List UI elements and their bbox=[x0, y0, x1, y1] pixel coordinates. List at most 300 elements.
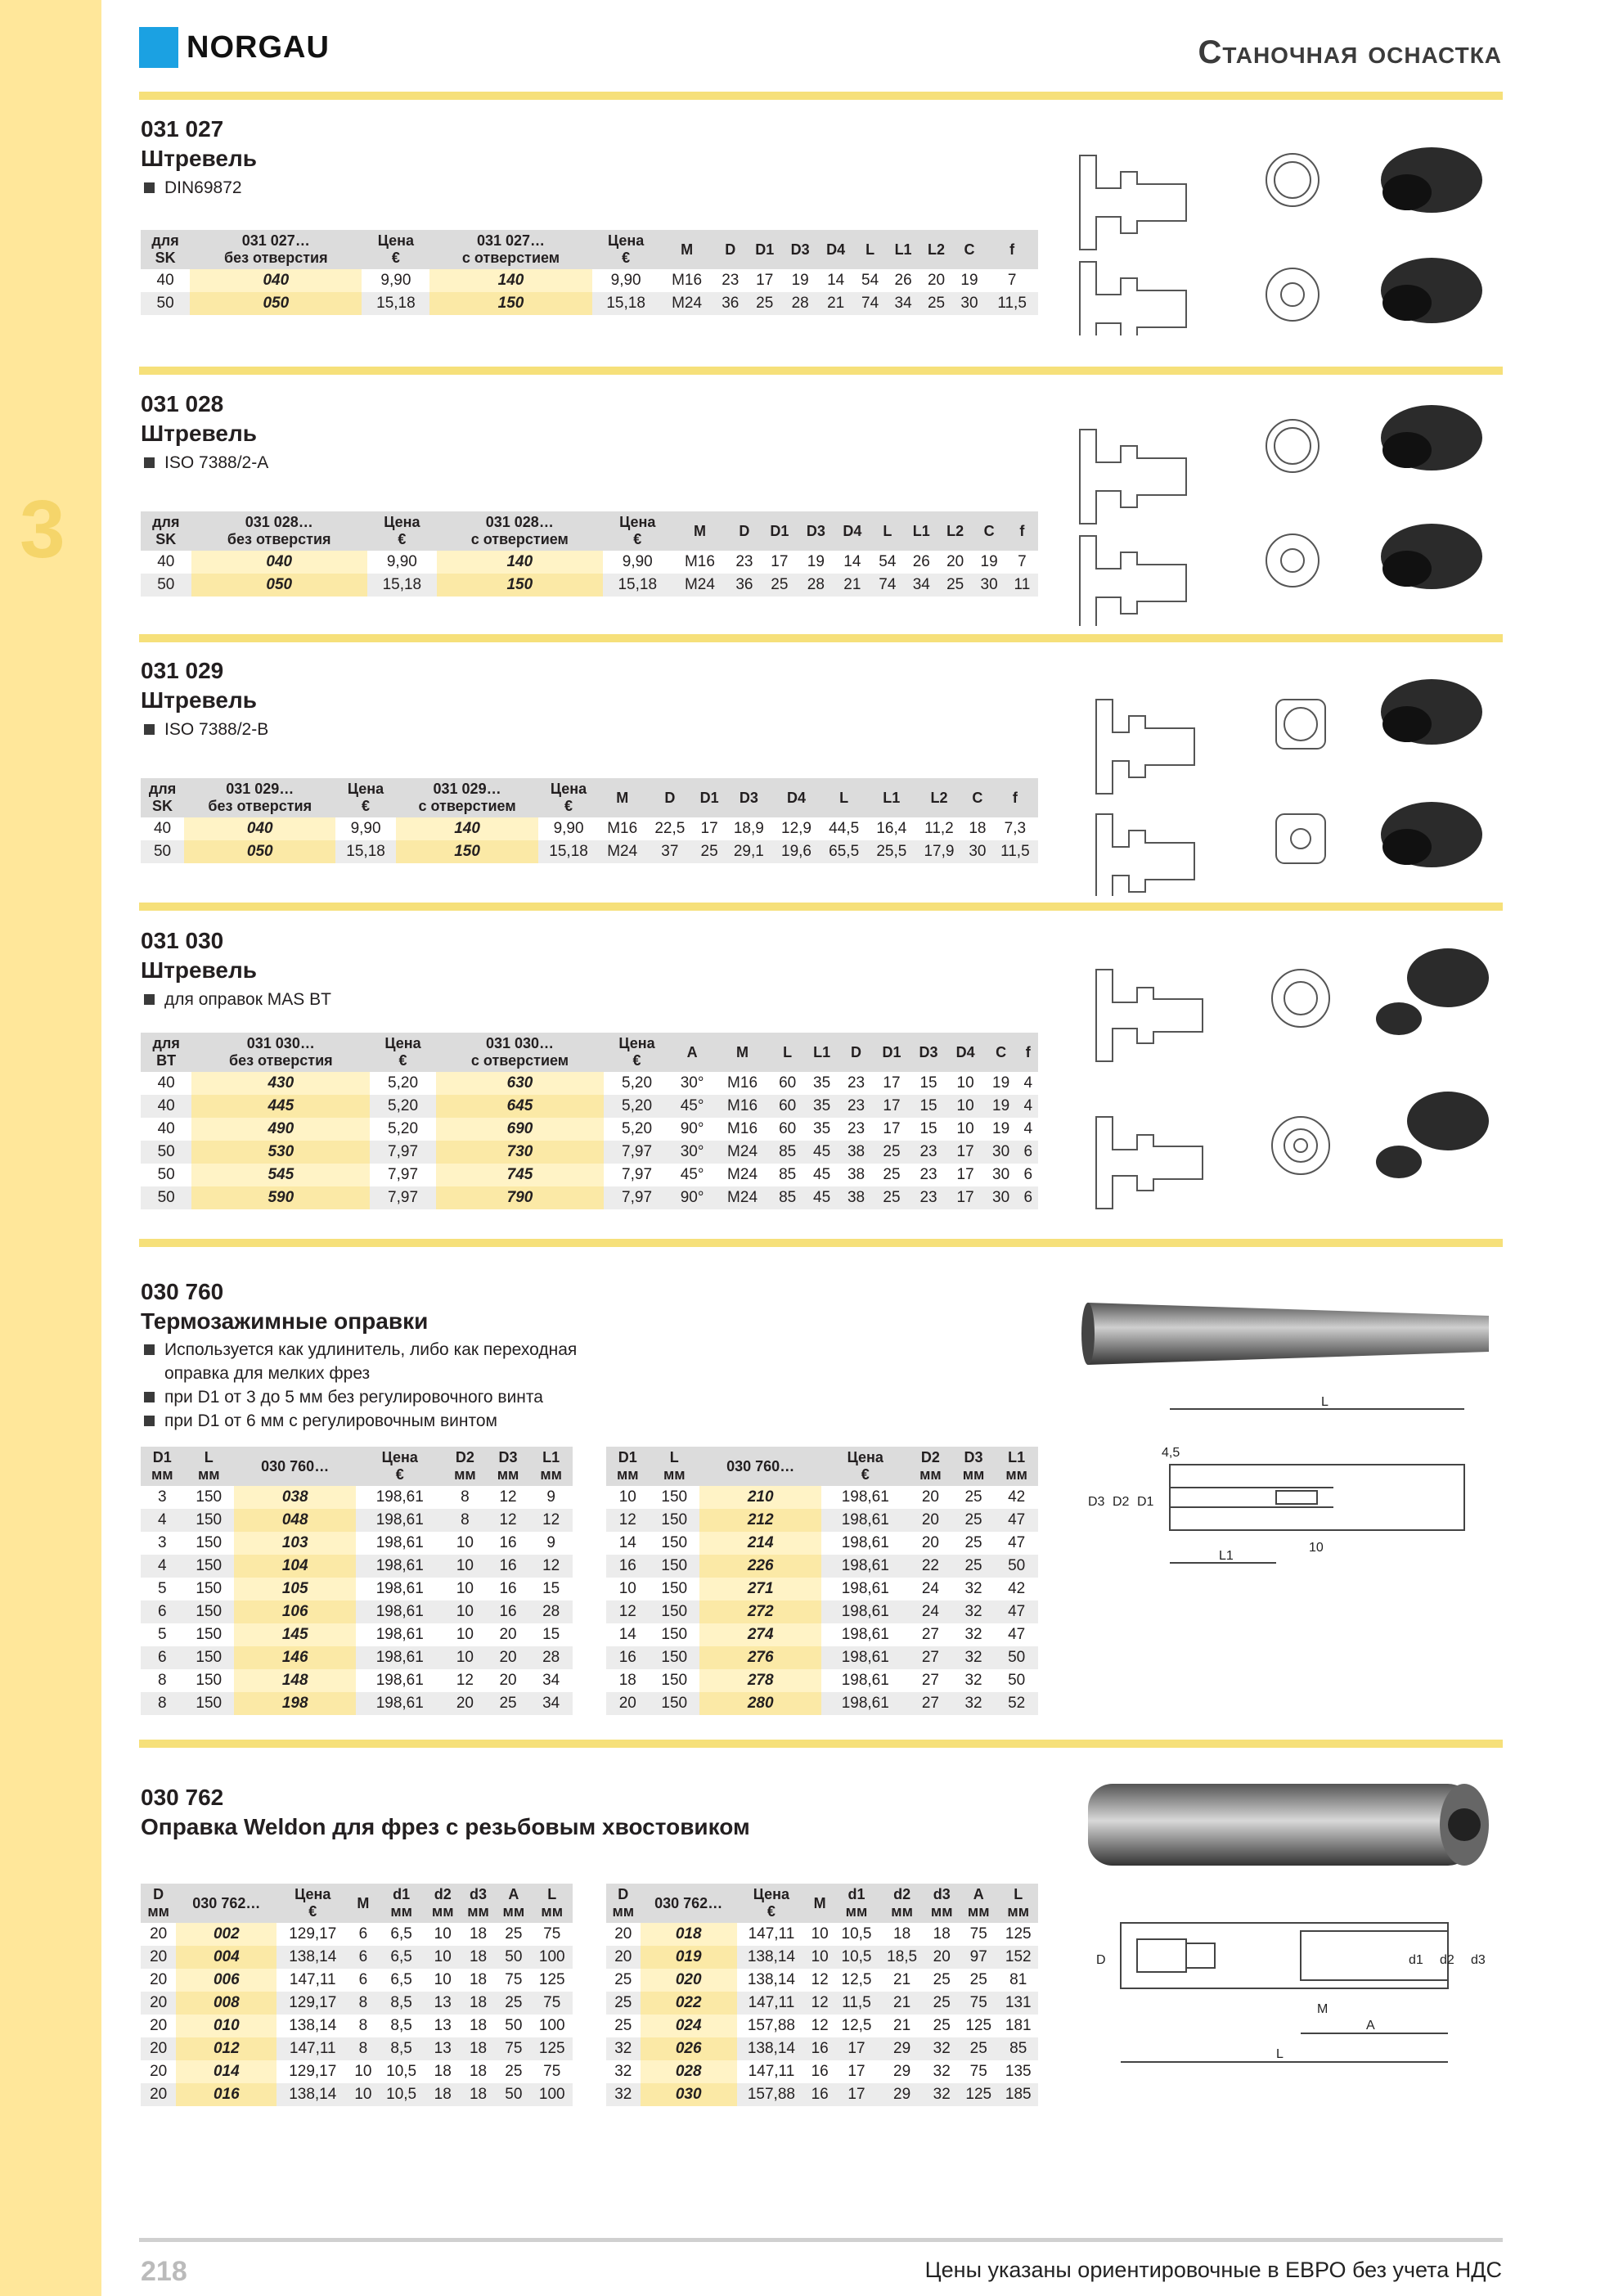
table-cell: 6 bbox=[1023, 1166, 1033, 1183]
column-header: D4 bbox=[834, 511, 871, 551]
table-cell: 85 bbox=[771, 1141, 805, 1164]
table-cell: 25 bbox=[614, 2017, 632, 2034]
table-cell: 138,14 bbox=[737, 2037, 806, 2060]
table-cell: 157,88 bbox=[747, 2017, 795, 2034]
table-cell: 47 bbox=[995, 1509, 1038, 1532]
column-header: 031 029… без отверстия bbox=[184, 778, 335, 817]
column-header: D4 bbox=[772, 778, 820, 817]
table-cell: 25 bbox=[614, 1971, 632, 1988]
table-row bbox=[606, 1692, 1038, 1715]
table-cell: 18 bbox=[461, 2083, 496, 2106]
table-row bbox=[141, 1095, 1038, 1118]
column-header: Цена € bbox=[362, 230, 429, 269]
table-cell: 198,61 bbox=[821, 1600, 909, 1623]
table-cell: 28 bbox=[798, 574, 834, 597]
table-cell: 26 bbox=[894, 272, 912, 289]
table-cell: 32 bbox=[964, 1672, 982, 1689]
column-header: D bbox=[714, 230, 747, 269]
column-header: D1 bbox=[694, 778, 725, 817]
table-cell: 9 bbox=[546, 1534, 555, 1551]
column-header: Цена € bbox=[821, 1447, 909, 1486]
spec-table-030762-right bbox=[606, 1884, 1038, 2106]
table-header-row bbox=[141, 1884, 573, 1923]
pull-stud-drawings-031030 bbox=[1063, 921, 1522, 1215]
table-cell: 25 bbox=[933, 2017, 951, 2034]
table-cell: 18 bbox=[618, 1672, 636, 1689]
table-cell: M16 bbox=[607, 820, 638, 837]
table-cell: 100 bbox=[531, 2083, 573, 2106]
table-cell: 150 bbox=[661, 1488, 688, 1506]
column-header: d3 мм bbox=[461, 1884, 496, 1923]
table-cell: 4 bbox=[141, 1509, 184, 1532]
article-number-cell: 430 bbox=[191, 1072, 370, 1095]
table-cell: 150 bbox=[661, 1626, 688, 1643]
table-cell: 30 bbox=[984, 1186, 1018, 1209]
dim-label-angle: 4,5 bbox=[1162, 1446, 1180, 1460]
article-number-cell: 148 bbox=[234, 1669, 357, 1692]
table-cell: 44,5 bbox=[829, 820, 860, 837]
table-cell: 25 bbox=[964, 1534, 982, 1551]
table-cell: 18 bbox=[461, 2037, 496, 2060]
section-name: Термозажимные оправки bbox=[141, 1308, 429, 1334]
table-cell: 5,20 bbox=[370, 1095, 436, 1118]
section-name: Оправка Weldon для фрез с резьбовым хвостовиком bbox=[141, 1814, 750, 1839]
article-number-cell: 024 bbox=[641, 2015, 737, 2037]
column-header: D4 bbox=[947, 1033, 984, 1072]
table-cell: 25 bbox=[952, 1509, 996, 1532]
table-cell: 36 bbox=[714, 292, 747, 315]
column-header: Цена € bbox=[356, 1447, 443, 1486]
section-code: 030 762 bbox=[141, 1785, 224, 1810]
column-header: 030 762… bbox=[176, 1884, 276, 1923]
column-header: L1 мм bbox=[995, 1447, 1038, 1486]
table-cell: 4 bbox=[1018, 1095, 1038, 1118]
table-row bbox=[141, 1141, 1038, 1164]
table-row bbox=[141, 1186, 1038, 1209]
table-cell: 14 bbox=[618, 1626, 636, 1643]
table-cell: 19 bbox=[960, 272, 978, 289]
table-cell: 25 bbox=[505, 2063, 523, 2080]
table-cell: 8 bbox=[158, 1672, 167, 1689]
column-header: A мм bbox=[496, 1884, 531, 1923]
table-cell: 34 bbox=[529, 1692, 573, 1715]
table-cell: 8 bbox=[348, 1992, 378, 2015]
table-row bbox=[606, 1923, 1038, 1946]
table-cell: 17 bbox=[756, 272, 774, 289]
table-cell: 40 bbox=[157, 553, 175, 570]
article-number-cell: 530 bbox=[191, 1141, 370, 1164]
table-cell: 50 bbox=[995, 1555, 1038, 1578]
table-cell: 150 bbox=[196, 1488, 223, 1506]
table-cell: 34 bbox=[887, 292, 919, 315]
column-header: D3 bbox=[782, 230, 817, 269]
table-cell: 21 bbox=[834, 574, 871, 597]
table-cell: 34 bbox=[542, 1672, 560, 1689]
article-number-cell: 026 bbox=[641, 2037, 737, 2060]
footer-note: Цены указаны ориентировочные в ЕВРО без учета НДС bbox=[924, 2258, 1502, 2282]
section-code: 031 027 bbox=[141, 116, 224, 142]
article-number-cell: 150 bbox=[396, 840, 539, 863]
table-cell: 50 bbox=[496, 2083, 531, 2106]
table-cell: 18 bbox=[469, 1925, 488, 1943]
column-header: L1 bbox=[905, 511, 938, 551]
table-cell: 25 bbox=[938, 574, 972, 597]
table-cell: 138,14 bbox=[289, 2017, 337, 2034]
table-header-row bbox=[606, 1447, 1038, 1486]
table-cell: 138,14 bbox=[747, 1971, 795, 1988]
table-cell: 50 bbox=[505, 2017, 523, 2034]
table-cell: 7,97 bbox=[604, 1141, 670, 1164]
table-cell: 150 bbox=[661, 1672, 688, 1689]
table-cell: 11,5 bbox=[992, 840, 1038, 863]
table-cell: 26 bbox=[912, 553, 930, 570]
table-row bbox=[141, 1992, 573, 2015]
table-row bbox=[606, 1532, 1038, 1555]
table-cell: 20 bbox=[909, 1509, 952, 1532]
table-row bbox=[141, 551, 1038, 574]
table-cell: 27 bbox=[909, 1646, 952, 1669]
column-header: L1 bbox=[887, 230, 919, 269]
dim-label-A: A bbox=[1366, 2019, 1375, 2033]
column-header: 031 028… с отверстием bbox=[437, 511, 603, 551]
table-cell: 10 bbox=[434, 1971, 452, 1988]
dim-label-D3: D3 bbox=[1088, 1495, 1105, 1509]
column-header: L1 bbox=[805, 1033, 839, 1072]
column-header: M bbox=[714, 1033, 770, 1072]
pull-stud-drawings-031027 bbox=[1063, 106, 1522, 335]
table-cell: 20 bbox=[141, 1992, 176, 2015]
dim-label-L: L bbox=[1321, 1395, 1329, 1409]
table-cell: 32 bbox=[606, 2083, 641, 2106]
table-cell: 138,14 bbox=[276, 2083, 348, 2106]
table-cell: 75 bbox=[959, 1992, 998, 2015]
table-cell: 28 bbox=[529, 1600, 573, 1623]
table-cell: 10 bbox=[956, 1074, 974, 1092]
table-cell: 29 bbox=[879, 2083, 925, 2106]
table-cell: 30 bbox=[963, 840, 992, 863]
table-cell: 40 bbox=[157, 1074, 175, 1092]
column-header: D1 мм bbox=[141, 1447, 184, 1486]
table-cell: 23 bbox=[847, 1120, 865, 1137]
table-cell: 10 bbox=[443, 1555, 487, 1578]
table-cell: 30 bbox=[984, 1141, 1018, 1164]
column-header: D1 bbox=[747, 230, 782, 269]
section-name: Штревель bbox=[141, 687, 257, 713]
column-header: D2 мм bbox=[909, 1447, 952, 1486]
table-cell: 20 bbox=[150, 1925, 168, 1943]
table-cell: 21 bbox=[893, 1971, 911, 1988]
table-row bbox=[141, 1923, 573, 1946]
table-cell: 52 bbox=[995, 1692, 1038, 1715]
table-row bbox=[606, 1509, 1038, 1532]
table-cell: 23 bbox=[735, 553, 753, 570]
column-header: L1 bbox=[868, 778, 915, 817]
table-cell: 75 bbox=[969, 1925, 987, 1943]
table-cell: 5,20 bbox=[622, 1074, 653, 1092]
column-header: d2 мм bbox=[879, 1884, 925, 1923]
table-cell: 150 bbox=[184, 1692, 234, 1715]
table-row bbox=[141, 817, 1038, 840]
dim-label-L: L bbox=[1276, 2047, 1284, 2061]
table-cell: 198,61 bbox=[821, 1555, 909, 1578]
section-rule bbox=[139, 1239, 1503, 1247]
table-cell: 12 bbox=[606, 1509, 650, 1532]
table-cell: 25 bbox=[487, 1692, 530, 1715]
table-cell: 150 bbox=[196, 1672, 223, 1689]
table-cell: M16 bbox=[672, 272, 703, 289]
table-cell: 38 bbox=[839, 1186, 874, 1209]
column-header: f bbox=[1006, 511, 1038, 551]
table-cell: 35 bbox=[813, 1074, 831, 1092]
table-cell: 50 bbox=[141, 840, 184, 863]
table-row bbox=[606, 1646, 1038, 1669]
table-cell: 65,5 bbox=[820, 840, 868, 863]
table-cell: 17 bbox=[834, 2037, 879, 2060]
table-cell: 198,61 bbox=[356, 1692, 443, 1715]
table-cell: 23 bbox=[847, 1074, 865, 1092]
section-code: 030 760 bbox=[141, 1279, 224, 1304]
table-cell: 9,90 bbox=[610, 272, 641, 289]
column-header: D bbox=[646, 778, 694, 817]
dim-label-D1: D1 bbox=[1137, 1495, 1154, 1509]
article-number-cell: 140 bbox=[429, 269, 591, 292]
table-cell: 16 bbox=[499, 1534, 517, 1551]
spec-table-031028 bbox=[141, 511, 1038, 597]
table-row bbox=[141, 1669, 573, 1692]
article-number-cell: 274 bbox=[699, 1623, 822, 1646]
section-bullets: Используется как удлинитель, либо как переходная оправка для мелких фрез при D1 от 3 до 5 мм без регулировочного винта при D1 от 6 мм с регулировочным винтом bbox=[141, 1338, 623, 1433]
table-cell: 17 bbox=[700, 820, 718, 837]
table-cell: 30 bbox=[953, 292, 986, 315]
table-cell: 12 bbox=[456, 1672, 474, 1689]
article-number-cell: 226 bbox=[699, 1555, 822, 1578]
table-cell: 18 bbox=[461, 1946, 496, 1969]
table-cell: 40 bbox=[156, 272, 174, 289]
column-header: 030 760… bbox=[699, 1447, 822, 1486]
table-cell: 10 bbox=[456, 1580, 474, 1597]
table-row bbox=[141, 2037, 573, 2060]
table-cell: 47 bbox=[995, 1600, 1038, 1623]
column-header: Цена € bbox=[592, 230, 660, 269]
article-number-cell: 140 bbox=[396, 817, 539, 840]
column-header: D1 мм bbox=[606, 1447, 650, 1486]
table-row bbox=[141, 840, 1038, 863]
table-cell: 85 bbox=[779, 1166, 797, 1183]
column-header: D3 мм bbox=[487, 1447, 530, 1486]
table-cell: 20 bbox=[499, 1672, 517, 1689]
table-cell: 32 bbox=[614, 2063, 632, 2080]
table-cell: 35 bbox=[805, 1095, 839, 1118]
table-cell: 32 bbox=[964, 1626, 982, 1643]
article-number-cell: 630 bbox=[436, 1072, 605, 1095]
table-cell: 9 bbox=[546, 1488, 555, 1506]
article-number-cell: 030 bbox=[641, 2083, 737, 2106]
column-header: Цена € bbox=[370, 1033, 436, 1072]
table-cell: 150 bbox=[184, 1555, 234, 1578]
article-number-cell: 016 bbox=[176, 2083, 276, 2106]
weldon-adapter-photo bbox=[1080, 1776, 1505, 1874]
table-cell: 17,9 bbox=[915, 840, 963, 863]
table-cell: 150 bbox=[661, 1534, 688, 1551]
article-number-cell: 590 bbox=[191, 1186, 370, 1209]
table-cell: 15,18 bbox=[367, 574, 437, 597]
column-header: L bbox=[870, 511, 904, 551]
article-number-cell: 004 bbox=[176, 1946, 276, 1969]
table-cell: 17 bbox=[883, 1074, 901, 1092]
table-cell: 25 bbox=[873, 1186, 910, 1209]
table-cell: 75 bbox=[531, 1992, 573, 2015]
table-cell: 100 bbox=[538, 2017, 565, 2034]
table-cell: 42 bbox=[1008, 1580, 1026, 1597]
dim-label-d1: d1 bbox=[1409, 1953, 1423, 1967]
table-cell: 23 bbox=[910, 1186, 947, 1209]
table-cell: 20 bbox=[614, 1925, 632, 1943]
table-cell: 129,17 bbox=[289, 1925, 337, 1943]
table-cell: 135 bbox=[1005, 2063, 1032, 2080]
table-cell: 8 bbox=[348, 2037, 378, 2060]
table-cell: 129,17 bbox=[289, 2063, 337, 2080]
table-row bbox=[606, 1555, 1038, 1578]
table-cell: 8 bbox=[461, 1488, 470, 1506]
column-header: M bbox=[348, 1884, 378, 1923]
table-row bbox=[606, 2015, 1038, 2037]
table-row bbox=[141, 1072, 1038, 1095]
table-cell: 4 bbox=[1023, 1120, 1033, 1137]
table-cell: 10 bbox=[348, 2083, 378, 2106]
table-cell: 20 bbox=[921, 1534, 939, 1551]
table-cell: 47 bbox=[1008, 1626, 1026, 1643]
article-number-cell: 645 bbox=[436, 1095, 605, 1118]
table-cell: 198,61 bbox=[356, 1509, 443, 1532]
table-cell: 25 bbox=[496, 1992, 531, 2015]
table-row bbox=[606, 1946, 1038, 1969]
column-header: 031 028… без отверстия bbox=[191, 511, 367, 551]
table-cell: 10 bbox=[354, 2063, 372, 2080]
table-cell: 45° bbox=[670, 1095, 715, 1118]
table-cell: 5,20 bbox=[388, 1074, 419, 1092]
column-header: Цена € bbox=[604, 1033, 670, 1072]
table-cell: 4 bbox=[141, 1555, 184, 1578]
table-cell: 17 bbox=[847, 2063, 865, 2080]
table-cell: 6,5 bbox=[390, 1971, 412, 1988]
section-name: Штревель bbox=[141, 146, 257, 171]
dim-label-d2: d2 bbox=[1440, 1953, 1454, 1967]
table-cell: 10,5 bbox=[834, 1946, 879, 1969]
table-cell: 12 bbox=[529, 1555, 573, 1578]
table-row bbox=[141, 2060, 573, 2083]
table-cell: 4 bbox=[1023, 1074, 1033, 1092]
table-cell: 138,14 bbox=[276, 1946, 348, 1969]
table-cell: 10 bbox=[811, 1925, 829, 1943]
table-cell: 75 bbox=[543, 1925, 561, 1943]
table-cell: 5,20 bbox=[622, 1120, 653, 1137]
table-cell: 27 bbox=[921, 1672, 939, 1689]
dim-label-10: 10 bbox=[1309, 1541, 1324, 1555]
table-row bbox=[141, 292, 1038, 315]
table-cell: 54 bbox=[861, 272, 879, 289]
table-cell: 12,5 bbox=[841, 1971, 872, 1988]
table-cell: 45 bbox=[813, 1166, 831, 1183]
table-header-row bbox=[606, 1884, 1038, 1923]
table-cell: 7,3 bbox=[1004, 820, 1027, 837]
table-cell: 14 bbox=[843, 553, 861, 570]
column-header: f bbox=[986, 230, 1038, 269]
table-cell: 150 bbox=[650, 1692, 699, 1715]
column-header: M bbox=[660, 230, 714, 269]
dim-label-D: D bbox=[1096, 1953, 1106, 1967]
spec-table-030760-left bbox=[141, 1447, 573, 1715]
table-cell: 150 bbox=[184, 1600, 234, 1623]
table-cell: 10 bbox=[806, 1946, 834, 1969]
column-header: 030 760… bbox=[234, 1447, 357, 1486]
table-cell: 20 bbox=[927, 272, 946, 289]
table-cell: 15 bbox=[919, 1120, 937, 1137]
article-number-cell: 745 bbox=[436, 1164, 605, 1186]
table-cell: 25 bbox=[883, 1166, 901, 1183]
table-cell: 22,5 bbox=[654, 820, 686, 837]
table-cell: 75 bbox=[543, 2063, 561, 2080]
table-cell: 18 bbox=[969, 820, 987, 837]
table-cell: 125 bbox=[538, 1971, 565, 1988]
table-cell: 12,9 bbox=[781, 820, 812, 837]
table-cell: 11,5 bbox=[834, 1992, 879, 2015]
table-cell: 19 bbox=[807, 553, 825, 570]
table-cell: 9,90 bbox=[380, 272, 411, 289]
column-header: 030 762… bbox=[641, 1884, 737, 1923]
table-cell: M24 bbox=[660, 292, 714, 315]
table-cell: 8,5 bbox=[390, 2017, 412, 2034]
table-cell: 16 bbox=[806, 2083, 834, 2106]
table-cell: 50 bbox=[1008, 1672, 1026, 1689]
table-cell: 10 bbox=[456, 1534, 474, 1551]
section-code: 031 030 bbox=[141, 928, 224, 953]
table-cell: 8,5 bbox=[378, 1992, 425, 2015]
article-number-cell: 038 bbox=[234, 1486, 357, 1509]
column-header: 031 030… с отверстием bbox=[436, 1033, 605, 1072]
table-cell: M24 bbox=[727, 1166, 758, 1183]
column-header: L мм bbox=[531, 1884, 573, 1923]
table-cell: 54 bbox=[879, 553, 897, 570]
table-cell: 6 bbox=[1018, 1141, 1038, 1164]
table-cell: 45° bbox=[680, 1166, 704, 1183]
table-row bbox=[141, 1969, 573, 1992]
table-row bbox=[606, 1578, 1038, 1600]
table-cell: 20 bbox=[443, 1692, 487, 1715]
table-cell: 25 bbox=[933, 1971, 951, 1988]
column-header: 031 030… без отверстия bbox=[191, 1033, 370, 1072]
table-cell: M24 bbox=[714, 1186, 770, 1209]
section-name: Штревель bbox=[141, 957, 257, 983]
table-cell: 125 bbox=[965, 2017, 992, 2034]
table-cell: 18 bbox=[469, 1971, 488, 1988]
table-cell: 50 bbox=[496, 1946, 531, 1969]
table-row bbox=[141, 2015, 573, 2037]
table-cell: 11,2 bbox=[924, 820, 954, 837]
column-header: Цена € bbox=[603, 511, 672, 551]
table-cell: 47 bbox=[1008, 1534, 1026, 1551]
table-cell: 25 bbox=[964, 1488, 982, 1506]
table-cell: 32 bbox=[924, 2037, 959, 2060]
article-number-cell: 490 bbox=[191, 1118, 370, 1141]
table-cell: 150 bbox=[650, 1509, 699, 1532]
table-cell: 23 bbox=[919, 1166, 937, 1183]
column-header: L2 bbox=[919, 230, 952, 269]
table-cell: 150 bbox=[196, 1580, 223, 1597]
section-rule bbox=[139, 92, 1503, 100]
article-number-cell: 106 bbox=[234, 1600, 357, 1623]
column-header: C bbox=[984, 1033, 1018, 1072]
article-number-cell: 040 bbox=[190, 269, 362, 292]
